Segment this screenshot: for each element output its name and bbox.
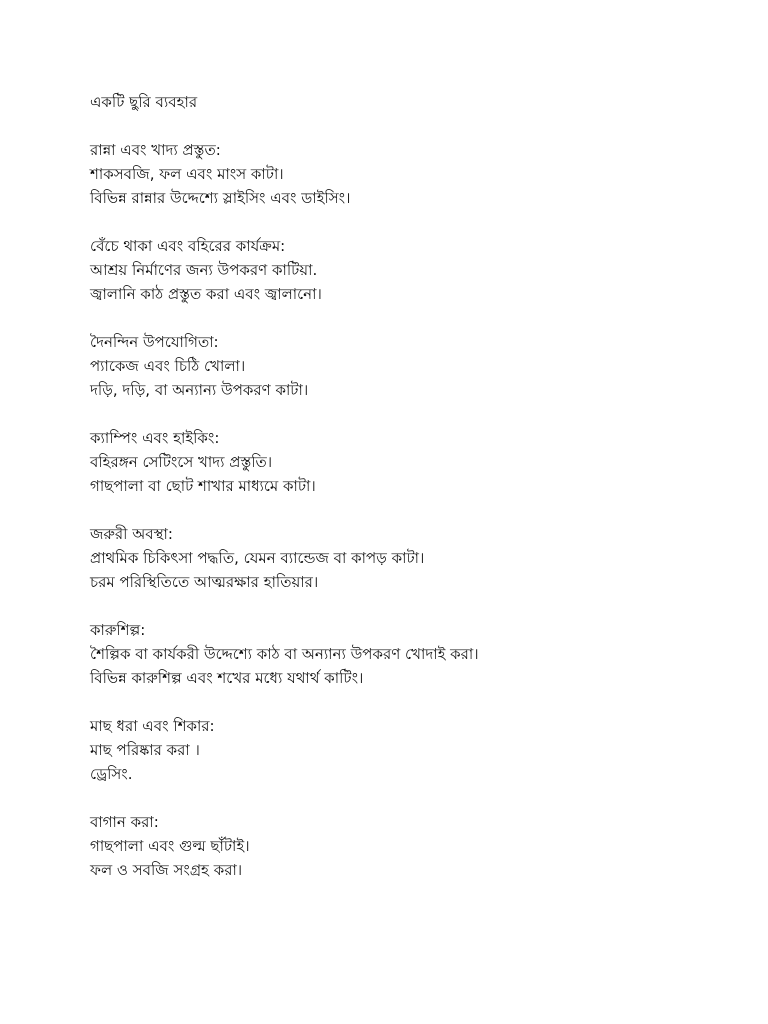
section-fishing-hunting [90, 714, 730, 786]
document-page [90, 90, 730, 906]
section-line: শৈল্পিক বা কার্যকরী উদ্দেশ্যে কাঠ বা অন্যান্য উপকরণ খোদাই করা। [90, 645, 479, 663]
section-line: বহিরঙ্গন সেটিংসে খাদ্য প্রস্তুতি। [90, 453, 273, 471]
section-line: প্রাথমিক চিকিৎসা পদ্ধতি, যেমন ব্যান্ডেজ বা কাপড় কাটা। [90, 549, 425, 567]
section-line: গাছপালা এবং গুল্ম ছাঁটাই। [90, 837, 250, 855]
section-crafts [90, 618, 730, 690]
section-heading: রান্না এবং খাদ্য প্রস্তুত: [90, 141, 221, 159]
section-line: শাকসবজি, ফল এবং মাংস কাটা। [90, 165, 284, 183]
section-heading: কারুশিল্প: [90, 621, 146, 639]
section-line: প্যাকেজ এবং চিঠি খোলা। [90, 357, 246, 375]
section-heading: ক্যাম্পিং এবং হাইকিং: [90, 429, 220, 447]
section-heading: জরুরী অবস্থা: [90, 525, 173, 543]
section-heading: মাছ ধরা এবং শিকার: [90, 717, 215, 735]
section-line: বিভিন্ন রান্নার উদ্দেশ্যে স্লাইসিং এবং ডাইসিং। [90, 189, 351, 207]
section-line: বিভিন্ন কারুশিল্প এবং শখের মধ্যে যথার্থ কাটিং। [90, 669, 364, 687]
section-line: চরম পরিস্থিতিতে আত্মরক্ষার হাতিয়ার। [90, 573, 319, 591]
section-line: দড়ি, দড়ি, বা অন্যান্য উপকরণ কাটা। [90, 381, 309, 399]
section-gardening [90, 810, 730, 882]
section-camping [90, 426, 730, 498]
section-line: জ্বালানি কাঠ প্রস্তুত করা এবং জ্বালানো। [90, 285, 322, 303]
section-line: ড্রেসিং. [90, 765, 133, 783]
section-heading: বেঁচে থাকা এবং বহিরের কার্যক্রম: [90, 237, 286, 255]
section-heading: দৈনন্দিন উপযোগিতা: [90, 333, 219, 351]
section-heading: বাগান করা: [90, 813, 159, 831]
section-cooking [90, 138, 730, 210]
section-emergency [90, 522, 730, 594]
section-line: আশ্রয় নির্মাণের জন্য উপকরণ কাটিয়া. [90, 261, 318, 279]
section-line: ফল ও সবজি সংগ্রহ করা। [90, 861, 243, 879]
section-line: গাছপালা বা ছোট শাখার মাধ্যমে কাটা। [90, 477, 316, 495]
section-daily-utility [90, 330, 730, 402]
section-line: মাছ পরিষ্কার করা । [90, 741, 200, 759]
section-survival [90, 234, 730, 306]
document-title: একটি ছুরি ব্যবহার [90, 93, 198, 111]
